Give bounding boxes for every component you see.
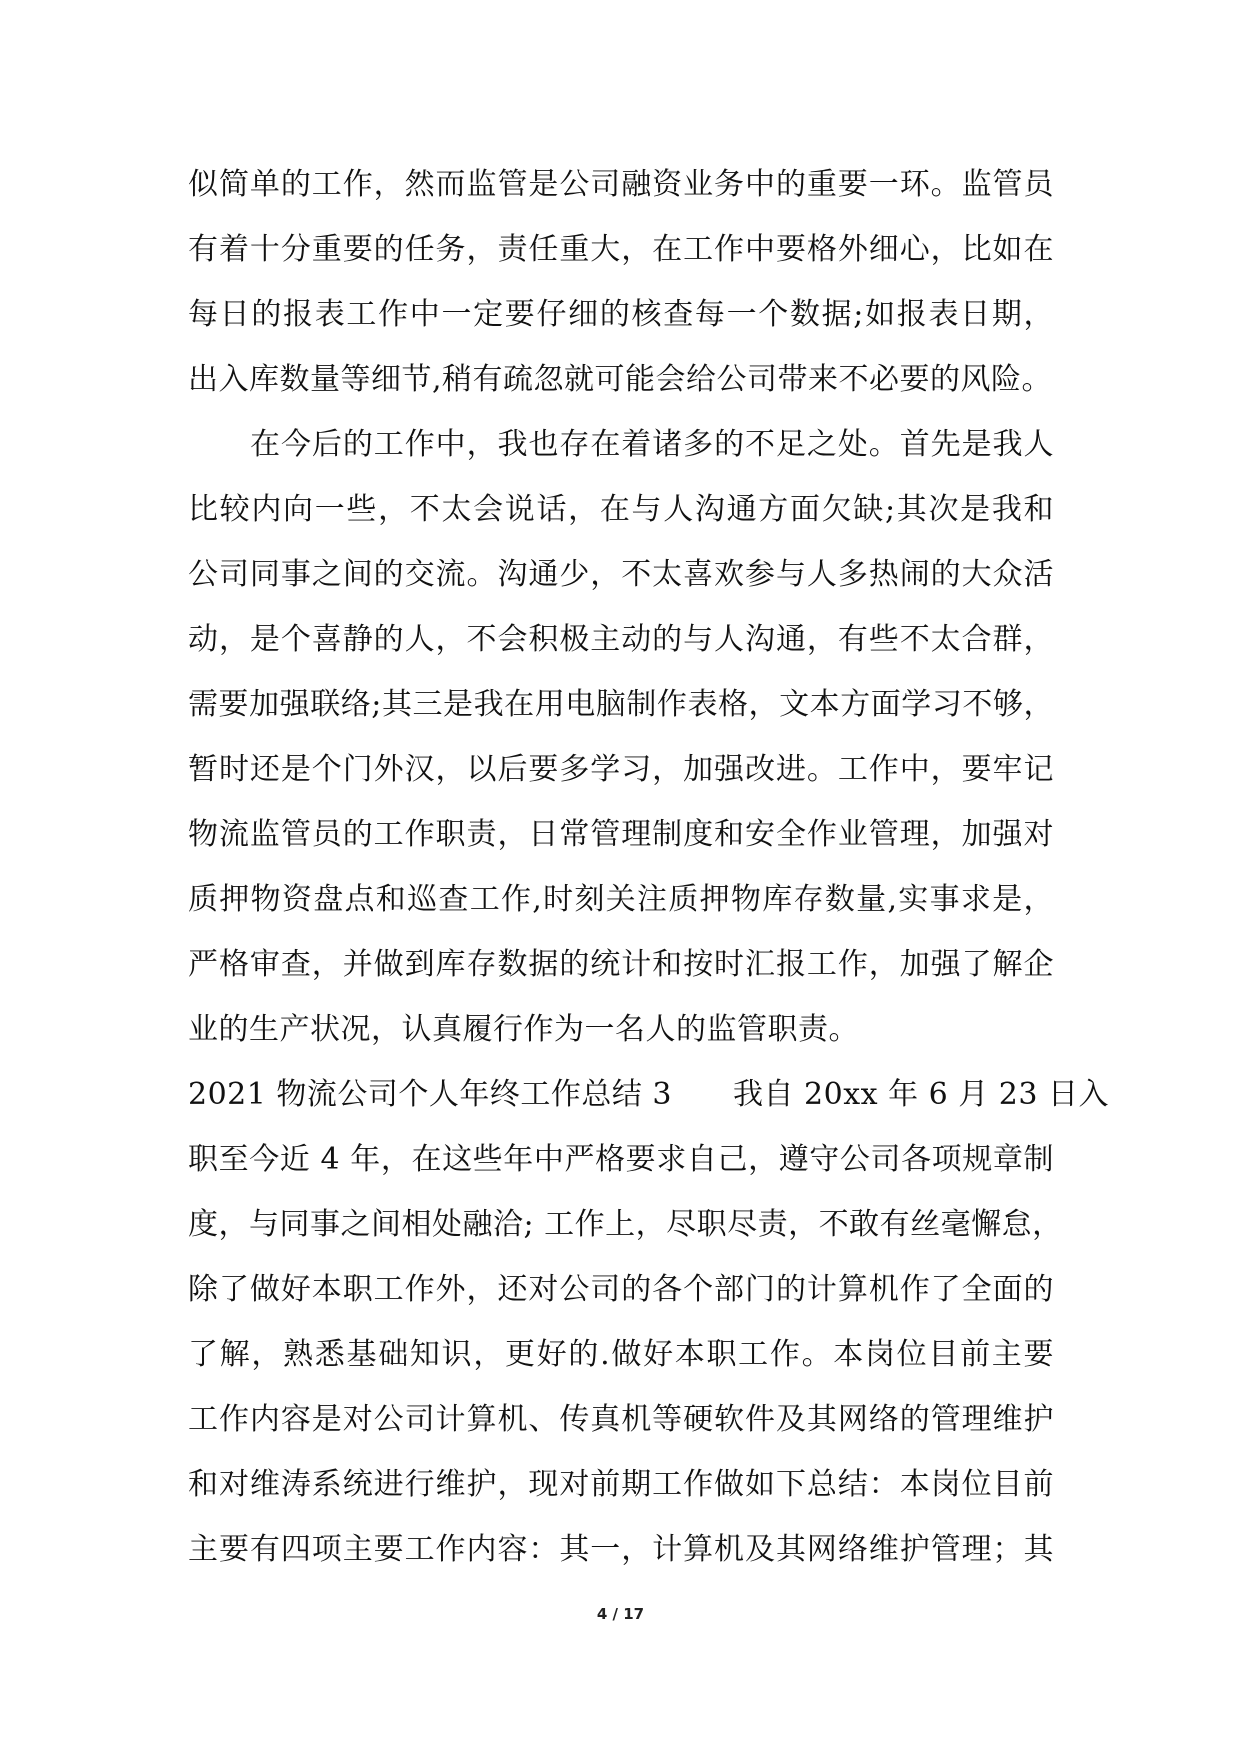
text-line: 和对维涛系统进行维护，现对前期工作做如下总结：本岗位目前 <box>188 1467 1054 1502</box>
text-line: 主要有四项主要工作内容：其一，计算机及其网络维护管理；其 <box>188 1532 1054 1567</box>
text-line: 每日的报表工作中一定要仔细的核查每一个数据;如报表日期， <box>188 297 1054 332</box>
text-line: 业的生产状况，认真履行作为一名人的监管职责。 <box>188 1012 859 1047</box>
text-line: 质押物资盘点和巡查工作,时刻关注质押物库存数量,实事求是， <box>188 882 1054 917</box>
text-line: 物流监管员的工作职责，日常管理制度和安全作业管理，加强对 <box>188 817 1054 852</box>
page-number: 4 / 17 <box>596 1605 645 1623</box>
text-line: 有着十分重要的任务，责任重大，在工作中要格外细心，比如在 <box>188 232 1054 267</box>
text-line: 严格审查，并做到库存数据的统计和按时汇报工作，加强了解企 <box>188 947 1054 982</box>
text-line: 公司同事之间的交流。沟通少，不太喜欢参与人多热闹的大众活 <box>188 557 1054 592</box>
text-line: 需要加强联络;其三是我在用电脑制作表格，文本方面学习不够， <box>188 687 1054 722</box>
section-heading-line: 2021 物流公司个人年终工作总结 3 我自 20xx 年 6 月 23 日入 <box>188 1077 1109 1112</box>
text-line: 似简单的工作，然而监管是公司融资业务中的重要一环。监管员 <box>188 167 1054 202</box>
paragraph-first-line: 在今后的工作中，我也存在着诸多的不足之处。首先是我人 <box>250 427 1054 462</box>
text-line: 度，与同事之间相处融洽; 工作上，尽职尽责，不敢有丝毫懈怠， <box>188 1207 1063 1242</box>
text-line: 职至今近 4 年，在这些年中严格要求自己，遵守公司各项规章制 <box>188 1142 1054 1177</box>
text-line: 除了做好本职工作外，还对公司的各个部门的计算机作了全面的 <box>188 1272 1054 1307</box>
text-line: 了解，熟悉基础知识，更好的.做好本职工作。本岗位目前主要 <box>188 1337 1054 1372</box>
text-line: 动，是个喜静的人，不会积极主动的与人沟通，有些不太合群， <box>188 622 1054 657</box>
text-line: 比较内向一些，不太会说话，在与人沟通方面欠缺;其次是我和 <box>188 492 1054 527</box>
text-line: 出入库数量等细节,稍有疏忽就可能会给公司带来不必要的风险。 <box>188 362 1053 397</box>
text-line: 工作内容是对公司计算机、传真机等硬软件及其网络的管理维护 <box>188 1402 1054 1437</box>
document-body <box>188 152 1109 1582</box>
text-line: 暂时还是个门外汉，以后要多学习，加强改进。工作中，要牢记 <box>188 752 1054 787</box>
